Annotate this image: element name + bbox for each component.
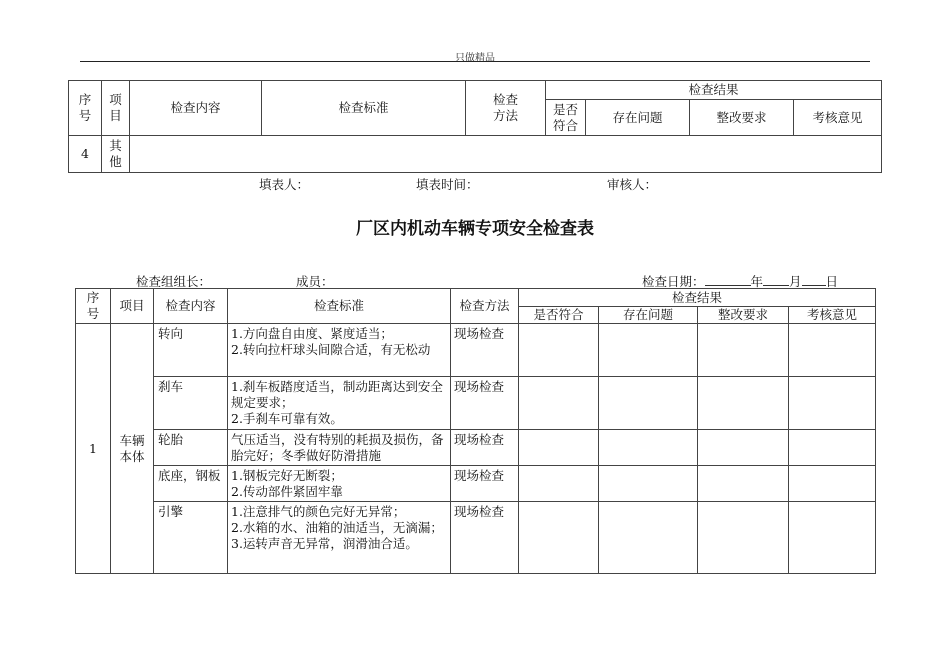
year-blank[interactable] bbox=[705, 273, 751, 286]
opinion-cell[interactable] bbox=[789, 466, 876, 502]
content-chassis: 底座，钢板 bbox=[154, 466, 228, 502]
header-content: 检查内容 bbox=[130, 81, 262, 136]
row-item: 其他 bbox=[102, 136, 130, 173]
method-steering: 现场检查 bbox=[451, 324, 519, 377]
content-engine: 引擎 bbox=[154, 502, 228, 574]
rectify-cell[interactable] bbox=[698, 377, 789, 430]
opinion-cell[interactable] bbox=[789, 502, 876, 574]
rectify-cell[interactable] bbox=[698, 324, 789, 377]
header-result: 检查结果 bbox=[546, 81, 882, 100]
table-row bbox=[76, 502, 876, 574]
header-conform: 是否符合 bbox=[546, 100, 586, 136]
conform-cell[interactable] bbox=[519, 502, 599, 574]
header2-standard: 检查标准 bbox=[228, 289, 451, 324]
vehicle-inspection-table bbox=[75, 288, 876, 574]
content-tire: 轮胎 bbox=[154, 430, 228, 466]
standard-steering: 1.方向盘自由度、紧度适当； 2.转向拉杆球头间隙合适，有无松动 bbox=[228, 324, 451, 377]
table-row bbox=[76, 377, 876, 430]
header2-result: 检查结果 bbox=[519, 289, 876, 307]
month-blank[interactable] bbox=[763, 273, 789, 286]
content-brake: 刹车 bbox=[154, 377, 228, 430]
row-empty-cell[interactable] bbox=[130, 136, 882, 173]
table-row bbox=[76, 430, 876, 466]
conform-cell[interactable] bbox=[519, 324, 599, 377]
members-label: 成员： bbox=[296, 274, 334, 289]
problem-cell[interactable] bbox=[599, 502, 698, 574]
content-steering: 转向 bbox=[154, 324, 228, 377]
header2-rectify: 整改要求 bbox=[698, 307, 789, 324]
header2-method: 检查方法 bbox=[451, 289, 519, 324]
page-header-text: 只做精品 bbox=[455, 53, 495, 64]
row-seq: 4 bbox=[69, 136, 102, 173]
reviewer-label: 审核人： bbox=[607, 177, 658, 192]
month-label: 月 bbox=[789, 274, 802, 289]
header-opinion: 考核意见 bbox=[794, 100, 882, 136]
header2-conform: 是否符合 bbox=[519, 307, 599, 324]
rectify-cell[interactable] bbox=[698, 466, 789, 502]
header-seq: 序号 bbox=[69, 81, 102, 136]
group-seq: 1 bbox=[76, 324, 111, 574]
day-label: 日 bbox=[825, 274, 839, 289]
header-divider bbox=[80, 61, 870, 62]
table-row bbox=[76, 466, 876, 502]
problem-cell[interactable] bbox=[599, 324, 698, 377]
header-problem: 存在问题 bbox=[586, 100, 690, 136]
opinion-cell[interactable] bbox=[789, 324, 876, 377]
opinion-cell[interactable] bbox=[789, 377, 876, 430]
filler-label: 填表人： bbox=[259, 177, 310, 192]
group-item: 车辆本体 bbox=[111, 324, 154, 574]
header2-problem: 存在问题 bbox=[599, 307, 698, 324]
leader-label: 检查组组长： bbox=[136, 274, 212, 289]
header-item: 项目 bbox=[102, 81, 130, 136]
method-engine: 现场检查 bbox=[451, 502, 519, 574]
problem-cell[interactable] bbox=[599, 466, 698, 502]
conform-cell[interactable] bbox=[519, 430, 599, 466]
standard-brake: 1.刹车板踏度适当，制动距离达到安全规定要求； 2.手刹车可靠有效。 bbox=[228, 377, 451, 430]
rectify-cell[interactable] bbox=[698, 430, 789, 466]
method-tire: 现场检查 bbox=[451, 430, 519, 466]
header-method: 检查方法 bbox=[466, 81, 546, 136]
header-standard: 检查标准 bbox=[262, 81, 466, 136]
conform-cell[interactable] bbox=[519, 377, 599, 430]
method-chassis: 现场检查 bbox=[451, 466, 519, 502]
method-brake: 现场检查 bbox=[451, 377, 519, 430]
inspection-table-continued bbox=[68, 80, 882, 173]
opinion-cell[interactable] bbox=[789, 430, 876, 466]
standard-chassis: 1.钢板完好无断裂； 2.传动部件紧固牢靠 bbox=[228, 466, 451, 502]
header-rectify: 整改要求 bbox=[690, 100, 794, 136]
header2-item: 项目 bbox=[111, 289, 154, 324]
problem-cell[interactable] bbox=[599, 377, 698, 430]
standard-engine: 1.注意排气的颜色完好无异常； 2.水箱的水、油箱的油适当，无滴漏； 3.运转声音无异常，润滑油合适。 bbox=[228, 502, 451, 574]
header2-content: 检查内容 bbox=[154, 289, 228, 324]
day-blank[interactable] bbox=[802, 273, 826, 286]
page-title: 厂区内机动车辆专项安全检查表 bbox=[356, 219, 594, 239]
rectify-cell[interactable] bbox=[698, 502, 789, 574]
header2-opinion: 考核意见 bbox=[789, 307, 876, 324]
year-label: 年 bbox=[750, 274, 764, 289]
header2-seq: 序号 bbox=[76, 289, 111, 324]
table-row bbox=[76, 324, 876, 377]
fill-time-label: 填表时间： bbox=[416, 177, 479, 192]
date-label: 检查日期： bbox=[642, 274, 705, 289]
conform-cell[interactable] bbox=[519, 466, 599, 502]
problem-cell[interactable] bbox=[599, 430, 698, 466]
standard-tire: 气压适当，没有特别的耗损及损伤，备胎完好；冬季做好防滑措施 bbox=[228, 430, 451, 466]
